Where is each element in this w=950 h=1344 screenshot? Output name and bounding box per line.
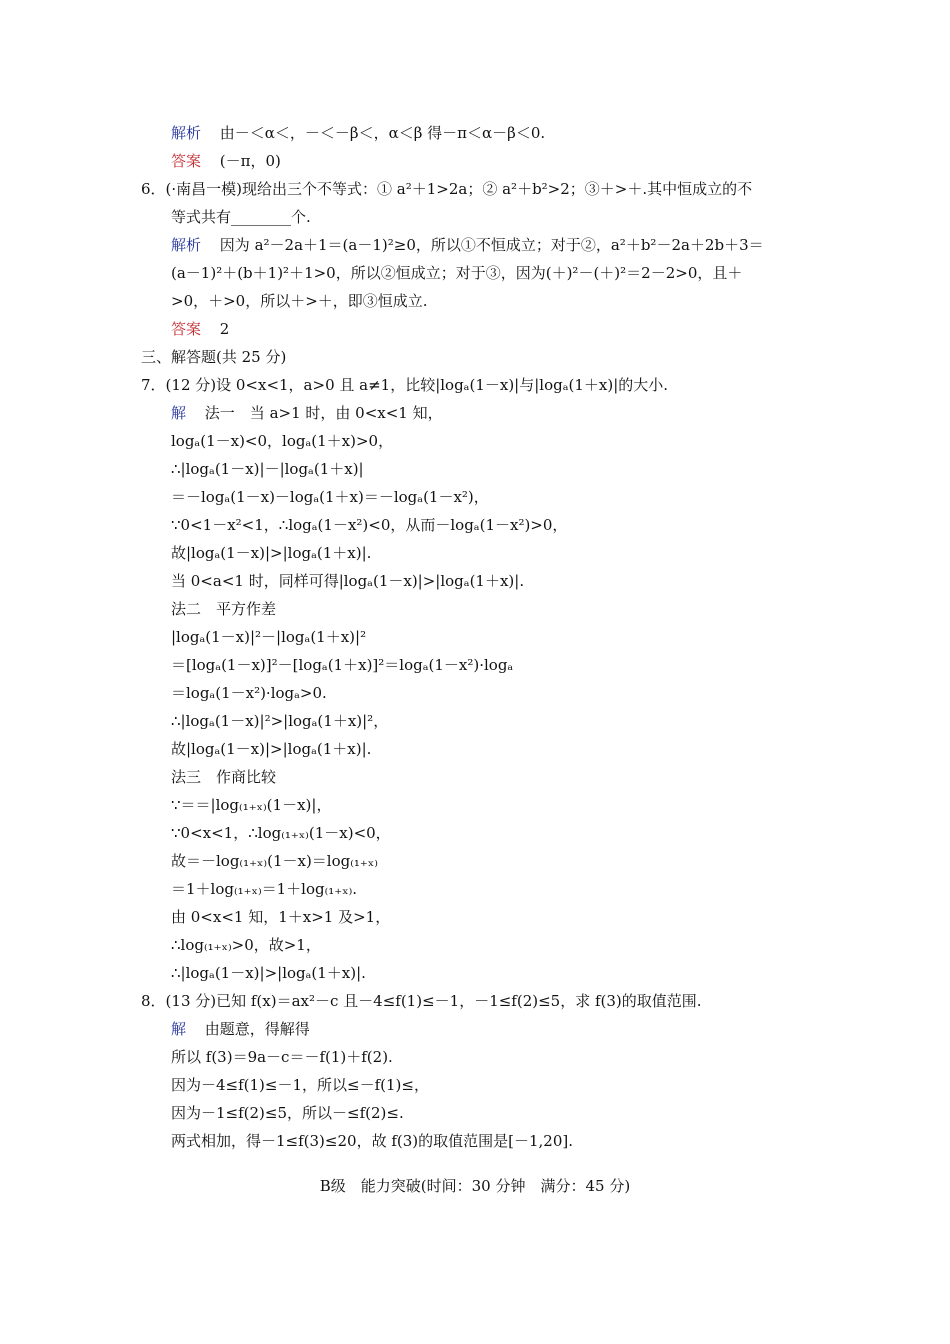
q7-solution-text: 法一 当 a>1 时，由 0<x<1 知， [204,404,443,422]
q6-analysis-text1: 因为 a²－2a＋1＝(a－1)²≥0，所以①不恒成立；对于②，a²＋b²－2a＋2b＋3＝ [219,236,764,254]
q8-step: 因为－1≤f(2)≤5，所以－≤f(2)≤. [171,1104,404,1122]
q7-step: ∴|logₐ(1－x)|>|logₐ(1＋x)|. [171,964,366,982]
q6-analysis-line3: >0，＋>0，所以＋>＋，即③恒成立. [171,292,428,310]
q7-step: 由 0<x<1 知，1＋x>1 及>1， [171,908,391,926]
analysis-label: 解析 [171,124,202,142]
q7-step: ＝logₐ(1－x²)·logₐ>0. [171,684,327,702]
q8-question: 8．(13 分)已知 f(x)＝ax²－c 且－4≤f(1)≤－1，－1≤f(2)≤5，求 f(3)的取值范围. [141,992,702,1010]
solution-label: 解 [171,404,187,422]
q7-step: 故|logₐ(1－x)|>|logₐ(1＋x)|. [171,740,372,758]
q5-analysis-line [171,119,545,147]
q7-step: ∵0<1－x²<1，∴logₐ(1－x²)<0，从而－logₐ(1－x²)>0， [171,516,568,534]
q8-solution-text: 由题意，得解得 [204,1020,310,1038]
analysis-label: 解析 [171,236,202,254]
answer-label: 答案 [171,152,202,170]
q7-step: |logₐ(1－x)|²－|logₐ(1＋x)|² [171,628,367,646]
q7-step: ∵0<x<1，∴log₍₁₊ₓ₎(1－x)<0， [171,824,391,842]
q7-step: 故|logₐ(1－x)|>|logₐ(1＋x)|. [171,544,372,562]
q7-question: 7．(12 分)设 0<x<1，a>0 且 a≠1，比较|logₐ(1－x)|与|logₐ(1＋x)|的大小. [141,376,669,394]
q5-answer-line [171,147,281,175]
q7-step: 故＝－log₍₁₊ₓ₎(1－x)＝log₍₁₊ₓ₎ [171,852,378,870]
q6-question-line1: 6．(·南昌一模)现给出三个不等式：① a²＋1>2a；② a²＋b²>2；③＋>＋.其中恒成立的不 [141,180,753,198]
q6-analysis-line2: (a－1)²＋(b＋1)²＋1>0，所以②恒成立；对于③，因为(＋)²－(＋)²＝2－2>0，且＋ [171,264,743,282]
solution-label: 解 [171,1020,187,1038]
q7-step: ∵＝＝|log₍₁₊ₓ₎(1－x)|， [171,796,332,814]
q8-step: 因为－4≤f(1)≤－1，所以≤－f(1)≤， [171,1076,429,1094]
q7-step: ＝[logₐ(1－x)]²－[logₐ(1＋x)]²＝logₐ(1－x²)·logₐ [171,656,514,674]
q6-analysis-line1 [171,231,764,259]
q7-step: ∴log₍₁₊ₓ₎>0，故>1， [171,936,321,954]
q7-method-heading: 法二 平方作差 [171,600,277,618]
answer-label: 答案 [171,320,202,338]
q7-step: ＝1＋log₍₁₊ₓ₎＝1＋log₍₁₊ₓ₎. [171,880,358,898]
q6-answer-line [171,315,229,343]
q5-analysis-text: 由－＜α＜，－＜－β＜，α＜β 得－π＜α－β＜0. [219,124,546,142]
section-b-heading: B级 能力突破(时间：30 分钟 满分：45 分) [319,1177,631,1195]
q5-answer-text: (－π，0) [219,152,281,170]
q7-step: ＝－logₐ(1－x)－logₐ(1＋x)＝－logₐ(1－x²)， [171,488,489,506]
q6-question-line2: 等式共有________个. [171,208,311,226]
q6-answer-text: 2 [219,320,230,338]
q7-solution-line [171,399,443,427]
q7-method-heading: 法三 作商比较 [171,768,277,786]
q8-step: 两式相加，得－1≤f(3)≤20，故 f(3)的取值范围是[－1,20]. [171,1132,574,1150]
q8-step: 所以 f(3)＝9a－c＝－f(1)＋f(2). [171,1048,393,1066]
q8-solution-line [171,1015,310,1043]
q7-step: ∴|logₐ(1－x)|－|logₐ(1＋x)| [171,460,364,478]
q7-step: logₐ(1－x)<0，logₐ(1＋x)>0， [171,432,394,450]
section-heading: 三、解答题(共 25 分) [141,348,287,366]
q7-step: 当 0<a<1 时，同样可得|logₐ(1－x)|>|logₐ(1＋x)|. [171,572,525,590]
q7-step: ∴|logₐ(1－x)|²>|logₐ(1＋x)|²， [171,712,389,730]
